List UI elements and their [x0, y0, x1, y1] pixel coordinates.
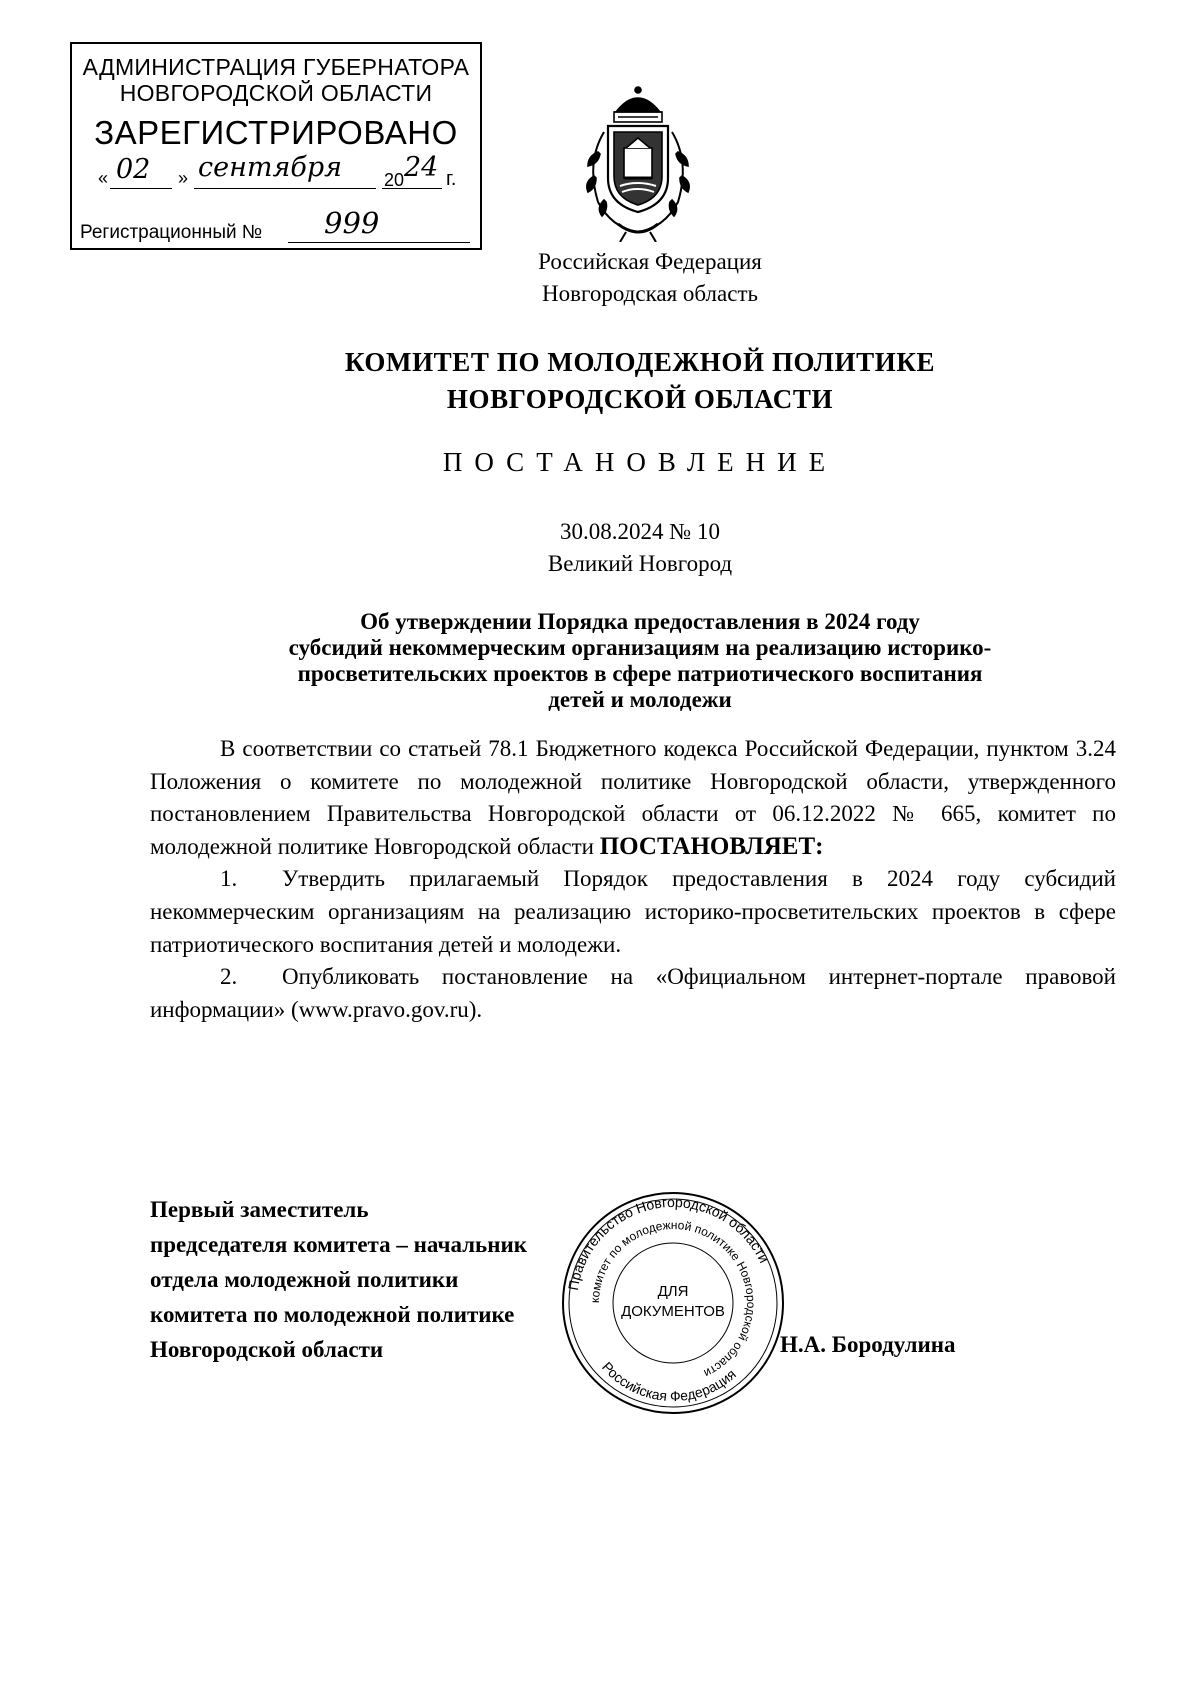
- country-name: Российская Федерация: [538, 249, 762, 274]
- list-item: [150, 863, 1116, 961]
- item-text: Опубликовать постановление на «Официальном интернет-портале правовой информации» (www.pravo.gov.ru).: [150, 964, 1116, 1022]
- signer-name: Н.А. Бородулина: [780, 1332, 956, 1357]
- stamp-year-prefix: 20: [384, 170, 405, 190]
- stamp-year-mark: г.: [446, 168, 457, 190]
- list-item: [150, 961, 1116, 1026]
- document-body: [150, 733, 1116, 1026]
- stamp-org-line1: АДМИНИСТРАЦИЯ ГУБЕРНАТОРА: [82, 54, 470, 80]
- seal-outer-path: Правительство Новгородской области: [564, 1193, 773, 1292]
- date-number: 30.08.2024 № 10: [560, 519, 720, 544]
- official-seal: [560, 1190, 786, 1416]
- stamp-year-handwritten: 24: [404, 152, 439, 183]
- stamp-registered-label: ЗАРЕГИСТРИРОВАНО: [94, 114, 458, 151]
- stamp-month-underline: [194, 188, 376, 189]
- stamp-number-handwritten: 999: [324, 206, 380, 240]
- date-block: [400, 516, 880, 580]
- signatory-line1: Первый заместитель: [150, 1197, 369, 1222]
- committee-line2: НОВГОРОДСКОЙ ОБЛАСТИ: [446, 384, 834, 414]
- stamp-org-line2: НОВГОРОДСКОЙ ОБЛАСТИ: [119, 80, 433, 106]
- signatory-line2: председателя комитета – начальник: [150, 1232, 527, 1257]
- document-subject: [150, 609, 1130, 713]
- stamp-number-underline: [288, 242, 470, 243]
- coat-of-arms-icon: [568, 82, 708, 242]
- stamp-day-underline: [110, 188, 172, 189]
- subject-line4: детей и молодежи: [548, 687, 732, 712]
- registration-stamp: [70, 42, 482, 250]
- stamp-year-underline: [382, 188, 442, 189]
- seal-center-line2: ДОКУМЕНТОВ: [621, 1303, 725, 1320]
- preamble-paragraph: [150, 733, 1116, 863]
- subject-line3: просветительских проектов в сфере патриотического воспитания: [297, 661, 983, 686]
- item-text: Утвердить прилагаемый Порядок предоставления в 2024 году субсидий некоммерческим организациям на реализацию историко-просветительских проектов в сфере патриотического воспитания детей и молодежи.: [150, 866, 1116, 957]
- signatory-title: [150, 1192, 527, 1367]
- committee-line1: КОМИТЕТ ПО МОЛОДЕЖНОЙ ПОЛИТИКЕ: [344, 347, 936, 377]
- committee-title: [200, 344, 1080, 418]
- preamble-text: В соответствии со статьей 78.1 Бюджетного кодекса Российской Федерации, пунктом 3.24 Положения о комитете по молодежной политике Новгородской области, утвержденного постановлением Правительства Новгородской области от 06.12.2022 № 665, комитет по молодежной политике Новгородской области: [150, 736, 1116, 859]
- stamp-month: сентября: [198, 152, 343, 183]
- stamp-number-row: [80, 206, 470, 244]
- resolves-keyword: ПОСТАНОВЛЯЕТ:: [599, 832, 824, 860]
- city-name: Великий Новгород: [547, 551, 733, 576]
- stamp-quote-open: «: [98, 168, 109, 188]
- item-number: 2.: [220, 964, 238, 990]
- country-block: [500, 246, 800, 310]
- stamp-number-label: Регистрационный №: [80, 222, 263, 243]
- document-type: ПОСТАНОВЛЕНИЕ: [442, 447, 838, 477]
- seal-center-line1: ДЛЯ: [657, 1283, 689, 1300]
- stamp-quote-close: »: [178, 168, 189, 188]
- stamp-day: 02: [116, 154, 151, 185]
- signatory-line3: отдела молодежной политики: [150, 1267, 459, 1292]
- subject-line2: субсидий некоммерческим организациям на реализацию историко-: [288, 635, 992, 660]
- stamp-date-row: [98, 152, 470, 192]
- seal-bottom-path: Российская Федерация: [599, 1358, 739, 1405]
- subject-line1: Об утверждении Порядка предоставления в 2024 году: [360, 609, 920, 634]
- item-number: 1.: [220, 866, 238, 892]
- signatory-line5: Новгородской области: [150, 1337, 384, 1362]
- region-name: Новгородская область: [541, 281, 758, 306]
- seal-middle-path: комитет по молодежной политике Новгородской области: [587, 1217, 759, 1381]
- signatory-line4: комитета по молодежной политике: [150, 1302, 515, 1327]
